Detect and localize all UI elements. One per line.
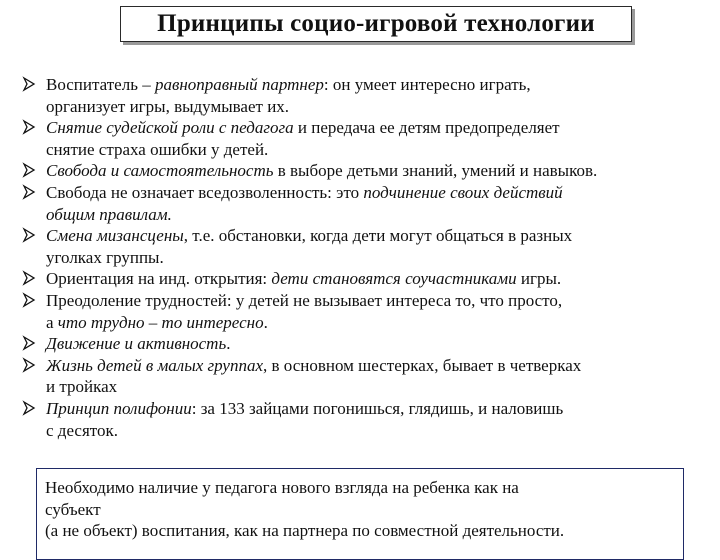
item-text: Свобода не означает вседозволенность: это: [46, 182, 364, 202]
item-text: организует игры, выдумывает их.: [46, 96, 290, 116]
item-text: : за 133 зайцами погонишься, глядишь, и наловишь: [191, 398, 564, 418]
arrowhead-bullet-icon: [22, 117, 38, 138]
item-text: и передача ее детям предопределяет: [293, 118, 560, 138]
item-text: Преодоление трудностей: у детей не вызывает интереса то, что просто,: [46, 290, 563, 310]
arrowhead-bullet-icon: [22, 160, 38, 181]
arrowhead-bullet-icon: [22, 398, 38, 419]
item-text: и тройках: [46, 377, 118, 397]
slide-title: Принципы социо-игровой технологии: [157, 10, 595, 37]
arrowhead-bullet-icon: [22, 74, 38, 95]
list-item: [22, 290, 712, 333]
arrowhead-bullet-icon: [22, 333, 38, 354]
list-item: [22, 398, 712, 441]
item-text: что трудно – то интересно: [57, 312, 264, 332]
conclusion-box: [36, 468, 684, 560]
list-item: [22, 117, 712, 160]
item-text: с десяток.: [46, 420, 118, 440]
conclusion-line: субъект: [45, 499, 101, 519]
arrowhead-bullet-icon: [22, 290, 38, 311]
item-text: .: [226, 334, 231, 354]
item-text: снятие страха ошибки у детей.: [46, 139, 269, 159]
item-text: , т.е. обстановки, когда дети могут общаться в разных: [183, 226, 573, 246]
item-text: игры.: [516, 269, 562, 289]
item-text: .: [263, 312, 268, 332]
item-text: : он умеет интересно играть,: [323, 75, 531, 94]
item-text: Жизнь детей: [46, 355, 146, 375]
title-box: [120, 6, 632, 42]
item-text: Смена мизансцены: [46, 226, 184, 246]
principles-list: [22, 74, 712, 441]
list-item: [22, 74, 712, 117]
item-text: в малых группах: [145, 355, 264, 375]
list-item: [22, 333, 712, 355]
arrowhead-bullet-icon: [22, 225, 38, 246]
item-text: Принцип полифонии: [46, 398, 192, 418]
item-text: а: [46, 312, 58, 332]
item-text: в выборе детьми знаний, умений и навыков.: [273, 161, 598, 181]
list-item: [22, 225, 712, 268]
list-item: [22, 182, 712, 225]
list-item: [22, 160, 712, 182]
item-text: равноправный партнер: [154, 75, 324, 94]
item-text: Ориентация на инд. открытия:: [46, 269, 272, 289]
item-text: Свобода и самостоятельность: [46, 161, 274, 181]
conclusion-line: (а не объект) воспитания, как на партнера по совместной деятельности.: [45, 521, 565, 541]
conclusion-line: Необходимо наличие у педагога нового взгляда на ребенка как на: [45, 478, 519, 497]
item-text: Снятие судейской роли с педагога: [46, 118, 294, 138]
item-text: , в основном шестерках, бывает в четверках: [263, 355, 582, 375]
list-item: [22, 268, 712, 290]
item-text: уголках группы.: [46, 247, 164, 267]
item-text: Воспитатель –: [46, 75, 155, 94]
item-text: Движение и активность: [46, 334, 227, 354]
arrowhead-bullet-icon: [22, 182, 38, 203]
list-item: [22, 355, 712, 398]
arrowhead-bullet-icon: [22, 355, 38, 376]
conclusion-text: [45, 477, 665, 542]
arrowhead-bullet-icon: [22, 268, 38, 289]
item-text: дети становятся соучастниками: [271, 269, 517, 289]
item-text: подчинение своих действий: [363, 182, 563, 202]
item-text: общим правилам.: [46, 204, 172, 224]
